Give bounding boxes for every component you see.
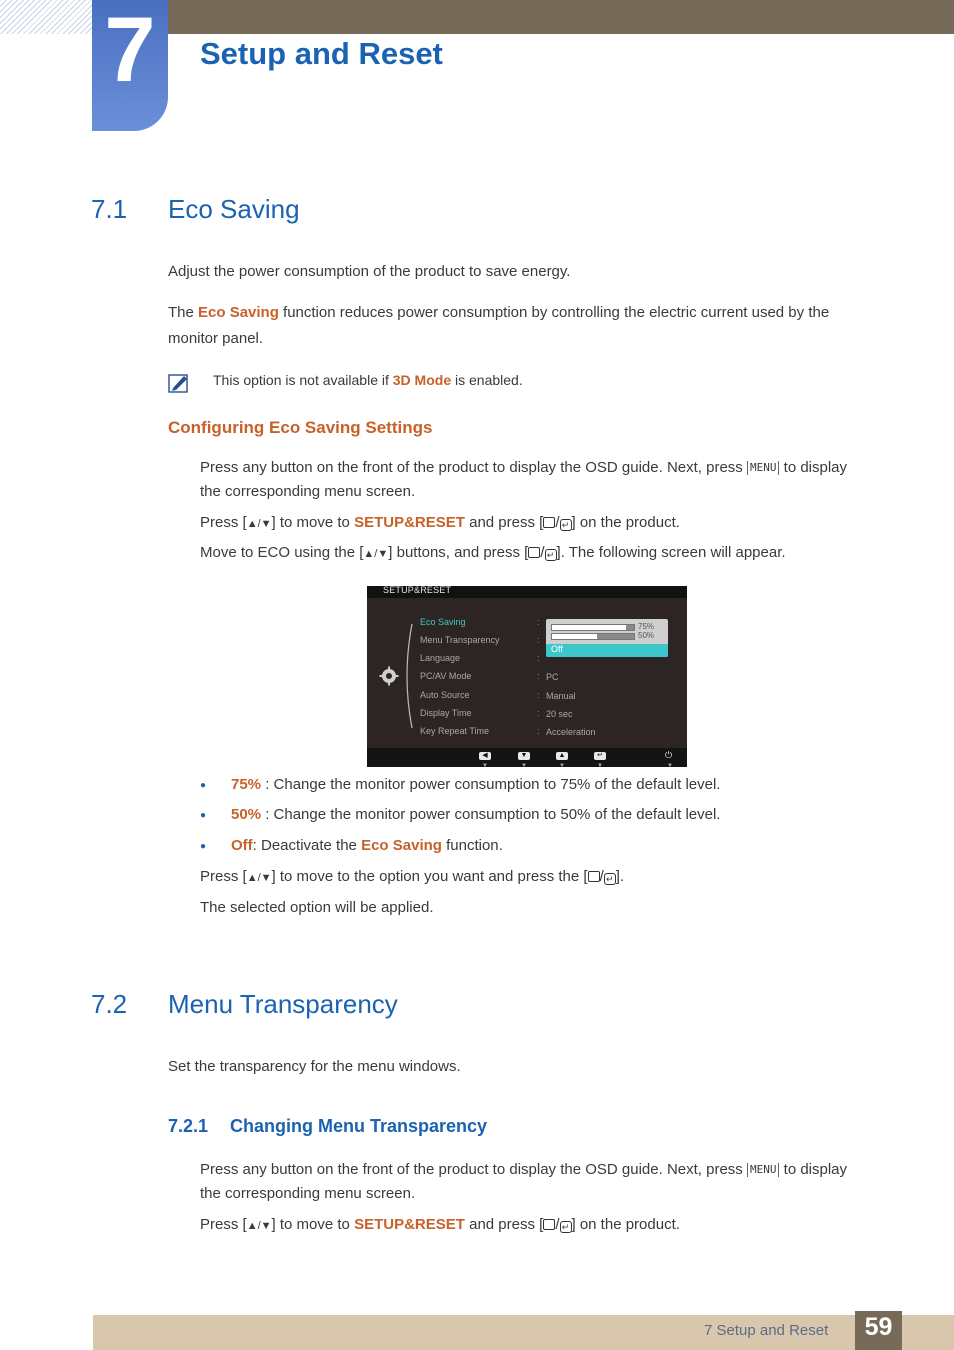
osd-option-75-bar[interactable] <box>551 624 635 631</box>
note-pencil-icon <box>168 372 190 394</box>
osd-menu-screenshot <box>367 586 687 767</box>
bullet-off: Off: Deactivate the Eco Saving function. <box>231 837 503 854</box>
osd-value-auto-source: Manual <box>546 691 576 701</box>
section-title: Eco Saving <box>168 194 300 224</box>
bullet-icon: ● <box>200 841 207 852</box>
osd-item-menu-transparency[interactable]: Menu Transparency <box>420 635 500 645</box>
square-button-icon <box>588 871 600 882</box>
bullet-75: 75% : Change the monitor power consumption to 75% of the default level. <box>231 776 721 793</box>
osd-item-auto-source[interactable]: Auto Source <box>420 690 470 700</box>
step-press-menu: Press any button on the front of the product to display the OSD guide. Next, press MENU to display the corresponding menu screen. <box>200 459 848 500</box>
menu-key-icon: MENU <box>747 1163 780 1177</box>
eco-description-paragraph: The Eco Saving function reduces power consumption by controlling the electric current used by the monitor panel. <box>168 304 830 347</box>
page-number: 59 <box>864 1313 893 1341</box>
osd-eco-dropdown[interactable] <box>546 619 668 657</box>
setup-reset-term: SETUP&RESET <box>354 514 465 531</box>
square-button-icon <box>543 1219 555 1230</box>
chapter-number: 7 <box>104 0 156 101</box>
bullet-icon: ● <box>200 780 207 791</box>
osd-item-display-time[interactable]: Display Time <box>420 708 472 718</box>
menu-key-icon: MENU <box>747 461 780 475</box>
square-button-icon <box>543 517 555 528</box>
up-down-arrows-icon: ▲/▼ <box>246 518 272 530</box>
step-choose-option: Press [▲/▼] to move to the option you want and press the [ / ↵ ]. <box>200 868 625 885</box>
enter-button-icon: ↵ <box>560 519 572 531</box>
osd-button-marker: ▼ <box>521 763 527 769</box>
osd-item-language[interactable]: Language <box>420 653 461 663</box>
step-move-to-setup: Press [▲/▼] to move to SETUP&RESET and press [ / ↵ ] on the product. <box>200 514 680 531</box>
osd-down-button-icon[interactable]: ▼ <box>518 752 530 760</box>
osd-button-marker: ▼ <box>482 763 488 769</box>
3d-mode-term: 3D Mode <box>392 372 452 388</box>
note-text: This option is not available if 3D Mode is enabled. <box>213 372 523 388</box>
step-press-menu-2: Press any button on the front of the product to display the OSD guide. Next, press MENU to display the corresponding menu screen. <box>200 1161 848 1202</box>
osd-option-off-label: Off <box>551 644 563 654</box>
enter-button-icon: ↵ <box>604 873 616 885</box>
osd-option-75-label: 75% <box>638 622 655 631</box>
osd-scroll-arc <box>402 622 414 730</box>
osd-colon: : <box>537 653 540 663</box>
up-down-arrows-icon: ▲/▼ <box>363 548 389 560</box>
osd-item-key-repeat-time[interactable]: Key Repeat Time <box>420 726 490 736</box>
header-hatch-decoration <box>0 0 92 34</box>
osd-option-50-label: 50% <box>638 631 655 640</box>
osd-header-title: SETUP&RESET <box>383 585 452 595</box>
osd-value-display-time: 20 sec <box>546 709 573 719</box>
osd-left-button-icon[interactable]: ◀ <box>479 752 491 760</box>
step-applied: The selected option will be applied. <box>200 899 434 916</box>
intro-transparency: Set the transparency for the menu windows. <box>168 1058 461 1075</box>
up-down-arrows-icon: ▲/▼ <box>246 872 272 884</box>
subsection-heading-configuring: Configuring Eco Saving Settings <box>168 418 433 437</box>
osd-button-marker: ▼ <box>667 763 673 769</box>
osd-enter-button-icon[interactable]: ↵ <box>594 752 606 760</box>
osd-up-button-icon[interactable]: ▲ <box>556 752 568 760</box>
header-bar <box>168 0 954 34</box>
subsection-title: Changing Menu Transparency <box>230 1116 488 1136</box>
section-number: 7.2 <box>91 989 128 1019</box>
osd-colon: : <box>537 690 540 700</box>
footer-chapter-label: 7 Setup and Reset <box>704 1322 829 1339</box>
osd-option-50-bar[interactable] <box>551 633 635 640</box>
setup-reset-term: SETUP&RESET <box>354 1216 465 1233</box>
square-button-icon <box>528 547 540 558</box>
osd-power-icon[interactable]: ⏻ <box>665 750 673 760</box>
eco-saving-term: Eco Saving <box>198 304 279 321</box>
osd-item-pc-av-mode[interactable]: PC/AV Mode <box>420 671 472 681</box>
osd-button-marker: ▼ <box>559 763 565 769</box>
osd-value-pc-av-mode: PC <box>546 672 559 682</box>
osd-option-off[interactable] <box>546 644 668 657</box>
osd-colon: : <box>537 635 540 645</box>
osd-item-eco-saving[interactable]: Eco Saving <box>420 617 466 627</box>
chapter-title: Setup and Reset <box>200 36 443 71</box>
section-number: 7.1 <box>91 194 128 224</box>
intro-paragraph: Adjust the power consumption of the product to save energy. <box>168 263 571 280</box>
osd-value-key-repeat-time: Acceleration <box>546 727 596 737</box>
enter-button-icon: ↵ <box>545 549 557 561</box>
osd-footer-buttons <box>367 748 687 767</box>
osd-colon: : <box>537 617 540 627</box>
enter-button-icon: ↵ <box>560 1221 572 1233</box>
osd-button-marker: ▼ <box>597 763 603 769</box>
step-move-to-eco: Move to ECO using the [▲/▼] buttons, and press [ / ↵ ]. The following screen will appear. <box>200 544 786 561</box>
osd-colon: : <box>537 708 540 718</box>
osd-colon: : <box>537 726 540 736</box>
section-title: Menu Transparency <box>168 989 398 1019</box>
subsection-number: 7.2.1 <box>168 1116 209 1136</box>
gear-icon <box>379 666 399 686</box>
bullet-icon: ● <box>200 810 207 821</box>
osd-colon: : <box>537 671 540 681</box>
bullet-50: 50% : Change the monitor power consumption to 50% of the default level. <box>231 806 721 823</box>
step-move-to-setup-2: Press [▲/▼] to move to SETUP&RESET and press [ / ↵ ] on the product. <box>200 1216 680 1233</box>
up-down-arrows-icon: ▲/▼ <box>246 1220 272 1232</box>
